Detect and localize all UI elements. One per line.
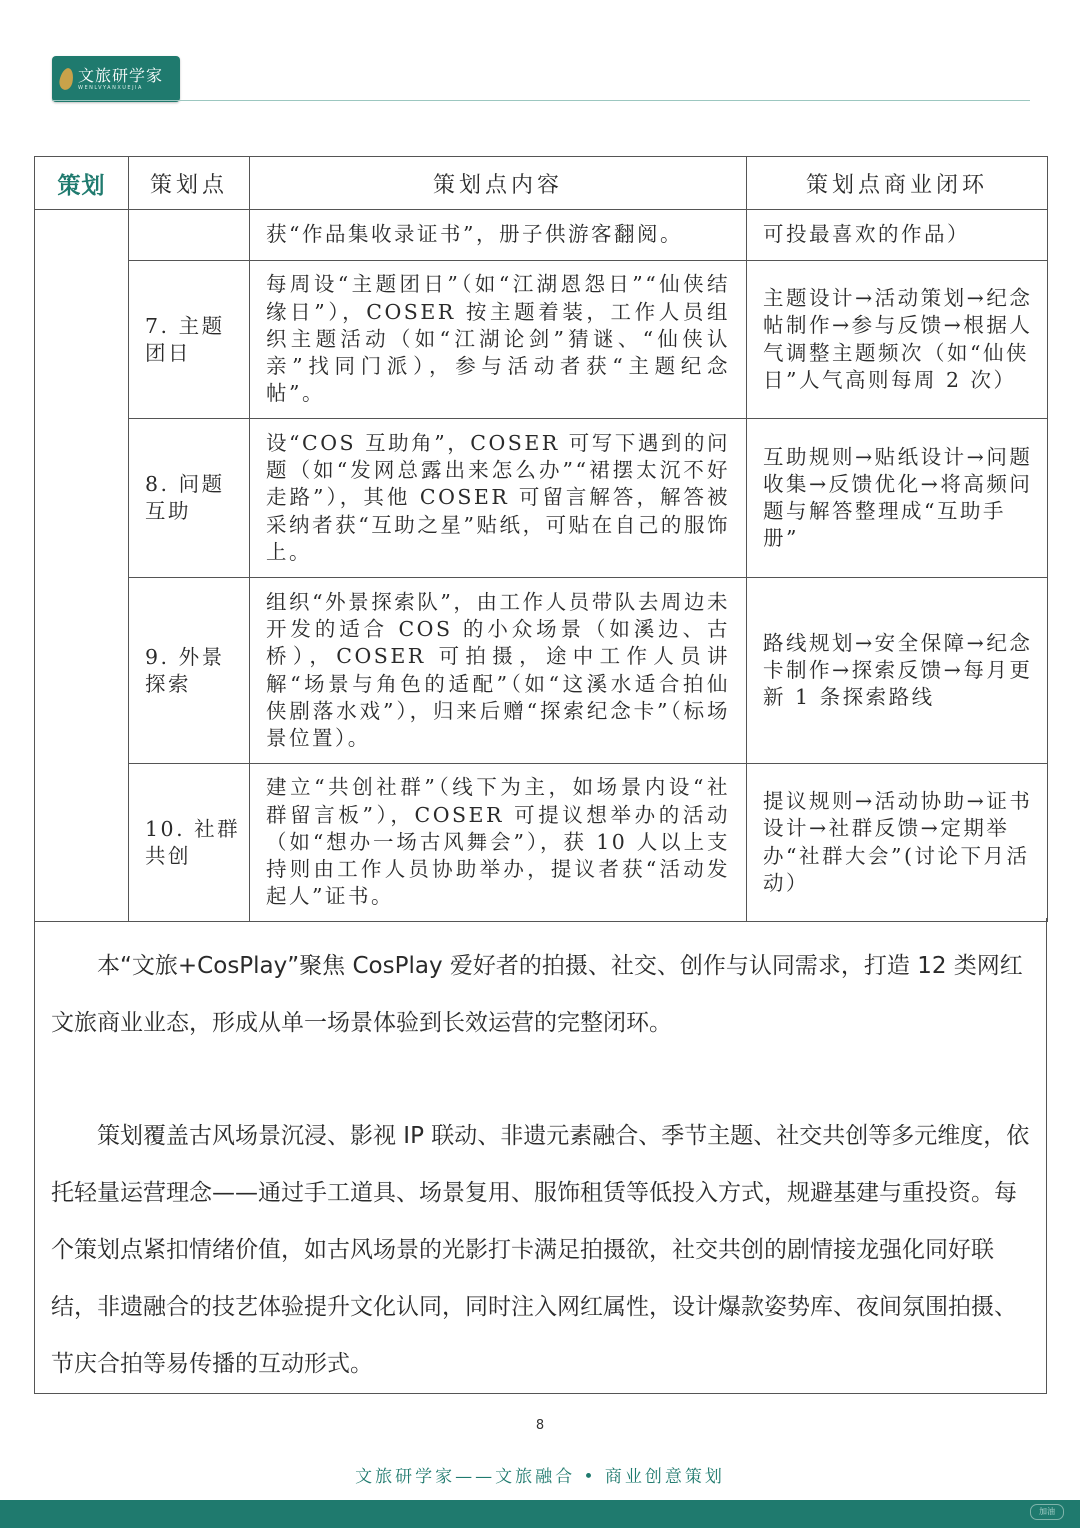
table-row: [35, 764, 1048, 922]
point-cell: 8. 问题互助: [129, 419, 250, 578]
footer-watermark: 加油: [1030, 1504, 1064, 1520]
summary-box: [34, 918, 1047, 1394]
logo-name: 文旅研学家: [78, 66, 164, 85]
brand-logo: [52, 56, 180, 102]
header-category: 策划: [35, 157, 129, 210]
content-cell: 设“COS 互助角”，COSER 可写下遇到的问题（如“发网总露出来怎么办”“裙摆太沉不好走路”），其他 COSER 可留言解答，解答被采纳者获“互助之星”贴纸，可贴在自己的服饰上。: [250, 419, 747, 578]
point-cell: 10. 社群共创: [129, 764, 250, 922]
loop-cell: 路线规划→安全保障→纪念卡制作→探索反馈→每月更新 1 条探索路线: [747, 578, 1048, 764]
table-header-row: [35, 157, 1048, 210]
point-cell: 9. 外景探索: [129, 578, 250, 764]
content-cell: 组织“外景探索队”，由工作人员带队去周边未开发的适合 COS 的小众场景（如溪边、古桥），COSER 可拍摄，途中工作人员讲解“场景与角色的适配”（如“这溪水适合拍仙侠剧落水戏”），归来后赠“探索纪念卡”（标场景位置）。: [250, 578, 747, 764]
point-cell: [129, 210, 250, 261]
page-number: 8: [535, 1418, 545, 1433]
loop-cell: 可投最喜欢的作品）: [747, 210, 1048, 261]
table-row: [35, 261, 1048, 419]
loop-cell: 提议规则→活动协助→证书设计→社群反馈→定期举办“社群大会”(讨论下月活动）: [747, 764, 1048, 922]
content-cell: 获“作品集收录证书”，册子供游客翻阅。: [250, 210, 747, 261]
planning-table: [34, 156, 1048, 922]
leaf-icon: [58, 67, 75, 91]
content-cell: 建立“共创社群”（线下为主，如场景内设“社群留言板”），COSER 可提议想举办的活动（如“想办一场古风舞会”），获 10 人以上支持则由工作人员协助举办，提议者获“活动发起人”证书。: [250, 764, 747, 922]
header-loop: 策划点商业闭环: [747, 157, 1048, 210]
table-row: [35, 578, 1048, 764]
category-cell: [35, 210, 129, 922]
point-cell: 7. 主题团日: [129, 261, 250, 419]
summary-paragraph-1: 本“文旅+CosPlay”聚焦 CosPlay 爱好者的拍摄、社交、创作与认同需求，打造 12 类网红文旅商业业态，形成从单一场景体验到长效运营的完整闭环。: [51, 953, 1023, 1036]
header-content: 策划点内容: [250, 157, 747, 210]
logo-subtitle: WENLVYANXUEJIA: [78, 85, 143, 91]
summary-paragraph-2: 策划覆盖古风场景沉浸、影视 IP 联动、非遗元素融合、季节主题、社交共创等多元维度，依托轻量运营理念——通过手工道具、场景复用、服饰租赁等低投入方式，规避基建与重投资。每个策划点紧扣情绪价值，如古风场景的光影打卡满足拍摄欲，社交共创的剧情接龙强化同好联结，非遗融合的技艺体验提升文化认同，同时注入网红属性，设计爆款姿势库、夜间氛围拍摄、节庆合拍等易传播的互动形式。: [51, 1123, 1030, 1377]
loop-cell: 主题设计→活动策划→纪念帖制作→参与反馈→根据人气调整主题频次（如“仙侠日”人气高则每周 2 次）: [747, 261, 1048, 419]
header-point: 策划点: [129, 157, 250, 210]
content-cell: 每周设“主题团日”（如“江湖恩怨日”“仙侠结缘日”），COSER 按主题着装，工作人员组织主题活动（如“江湖论剑”猜谜、“仙侠认亲”找同门派），参与活动者获“主题纪念帖”。: [250, 261, 747, 419]
table-row: [35, 210, 1048, 261]
footer-slogan: 文旅研学家——文旅融合 • 商业创意策划: [355, 1467, 725, 1487]
header-divider: [52, 100, 1030, 101]
footer-bar: [0, 1500, 1080, 1528]
loop-cell: 互助规则→贴纸设计→问题收集→反馈优化→将高频问题与解答整理成“互助手册”: [747, 419, 1048, 578]
table-row: [35, 419, 1048, 578]
